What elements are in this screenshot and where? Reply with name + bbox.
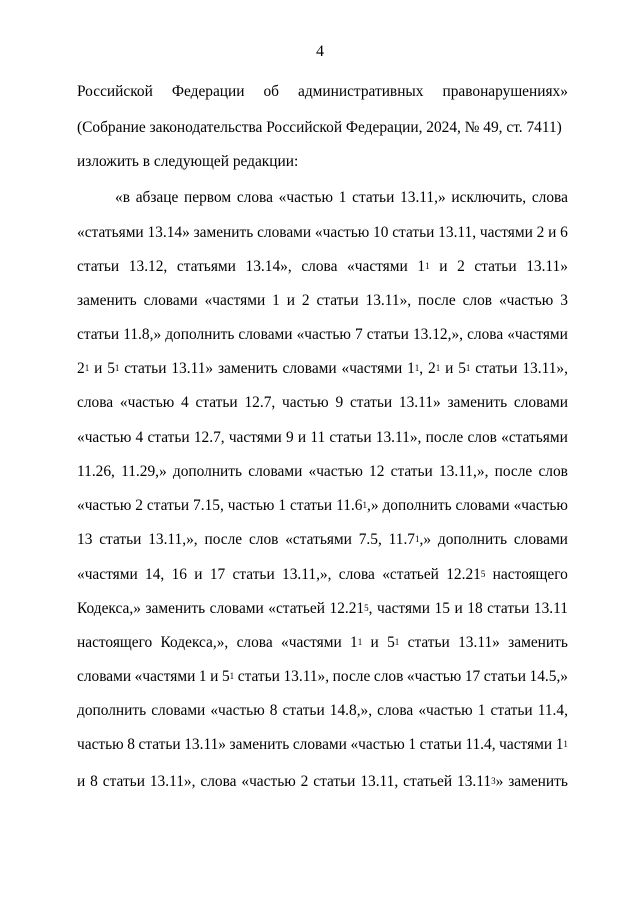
word: статьи <box>195 394 238 411</box>
text-line <box>77 325 568 345</box>
word: 13.11, <box>360 773 399 790</box>
text-line <box>115 188 568 208</box>
word: и <box>94 360 103 377</box>
word: 13.11» <box>184 736 226 753</box>
word: $1^1$ <box>555 736 568 753</box>
word: Кодекса,», <box>160 634 229 651</box>
word: «статьями <box>285 531 352 548</box>
word: словами <box>513 531 568 548</box>
word: статьи <box>77 326 120 343</box>
word: $2^1$ <box>428 360 441 377</box>
word: дополнить <box>172 463 243 480</box>
word: слова <box>377 702 414 719</box>
word: статьи <box>316 292 359 309</box>
word: и <box>286 292 295 309</box>
text-line <box>77 393 568 413</box>
word: статьи <box>474 258 517 275</box>
word: статьи <box>487 600 530 617</box>
word: административных <box>297 83 424 100</box>
word: 17 <box>464 668 481 685</box>
word: «частью <box>498 292 554 309</box>
word: словами <box>292 736 347 753</box>
word: статьи <box>146 497 190 514</box>
word: статьи <box>77 258 120 275</box>
word: «частью <box>406 668 462 685</box>
word: 13.12, <box>128 258 168 275</box>
word: словами <box>143 292 198 309</box>
word: «частями <box>134 668 196 685</box>
word: 11.29,» <box>121 463 167 480</box>
word: $5^1$ <box>221 668 235 685</box>
word: и <box>548 224 557 241</box>
word: дополнить <box>437 531 508 548</box>
word: 10 <box>373 224 389 241</box>
word: 13.12,», <box>412 326 463 343</box>
word: слов <box>373 668 404 685</box>
word: статьи <box>237 668 280 685</box>
word: 13.14», <box>245 258 292 275</box>
word: 11.4, <box>465 736 496 753</box>
word: исключить, <box>451 189 527 206</box>
word: 1 <box>278 497 287 514</box>
word: 2 <box>301 292 310 309</box>
word: 12 <box>369 463 385 480</box>
word: статьи <box>366 326 409 343</box>
word: «статьями <box>501 429 568 446</box>
word: заменить <box>217 360 278 377</box>
word: статьи <box>102 773 145 790</box>
word: слова <box>200 773 237 790</box>
word: и <box>297 429 307 446</box>
word: и <box>77 773 86 790</box>
word: заменить <box>508 773 568 790</box>
word: $2^1$ <box>77 360 90 377</box>
line-text: (Собрание законодательства Российской Федерации, 2024, № 49, ст. 7411) <box>77 119 562 136</box>
word: слова <box>531 189 568 206</box>
word: 13.11» <box>458 634 500 651</box>
word: Российской <box>77 83 153 100</box>
word: 18 <box>467 600 483 617</box>
word: 11 <box>310 429 326 446</box>
word: слов <box>248 531 279 548</box>
word: 13.11» <box>171 360 214 377</box>
word: статьи <box>490 702 533 719</box>
word: 13 <box>77 531 93 548</box>
word: 14.8,», <box>329 702 373 719</box>
text-line <box>77 359 568 379</box>
word: 11.4, <box>537 702 568 719</box>
word: словами <box>282 360 337 377</box>
word: «статьей <box>382 566 439 583</box>
word: частями <box>499 736 553 753</box>
word: 13.11, <box>438 224 477 241</box>
word: статьи <box>349 394 393 411</box>
word: словами <box>513 394 568 411</box>
word: и <box>210 668 219 685</box>
word: «частью <box>278 189 334 206</box>
text-line <box>77 565 568 585</box>
word: 6 <box>560 224 568 241</box>
word: статьи <box>138 736 181 753</box>
word: словами <box>151 702 206 719</box>
word: 7 <box>354 326 363 343</box>
word: статьи <box>147 429 190 446</box>
word: 7.5, <box>358 531 382 548</box>
word: 12.21$^5$, <box>329 600 373 617</box>
word: 11.26, <box>77 463 115 480</box>
word: 13.11», <box>522 360 568 377</box>
word: 2 <box>457 258 465 275</box>
word: статьи <box>475 360 518 377</box>
word: «частью <box>77 429 132 446</box>
word: 16 <box>171 566 187 583</box>
word: «частями <box>77 566 138 583</box>
word: $1^1$ <box>417 258 430 275</box>
word: 13.11,», <box>438 463 489 480</box>
word: заменить <box>77 292 137 309</box>
text-line <box>77 462 568 482</box>
text-line <box>77 223 568 243</box>
word: «статьей <box>268 600 325 617</box>
text-line <box>77 118 568 138</box>
word: Кодекса,» <box>77 600 141 617</box>
word: «частью <box>513 497 568 514</box>
text-line <box>77 530 568 550</box>
word: 17 <box>209 566 226 583</box>
word: статьи <box>483 668 526 685</box>
word: «частью <box>210 702 265 719</box>
word: заменить <box>447 394 508 411</box>
word: 2 <box>135 497 143 514</box>
word: 4 <box>135 429 144 446</box>
word: $5^1$ <box>458 360 471 377</box>
word: 8 <box>127 736 135 753</box>
word: Федерации <box>171 83 245 100</box>
word: «частью <box>241 773 296 790</box>
word: слова <box>77 394 114 411</box>
word: 2 <box>536 224 545 241</box>
text-line <box>77 291 568 311</box>
word: «частями <box>347 258 408 275</box>
word: $5^1$ <box>107 360 120 377</box>
word: об <box>263 83 280 100</box>
word: и <box>194 566 203 583</box>
word: слова <box>236 189 273 206</box>
text-line <box>77 667 568 687</box>
word: слов <box>462 292 493 309</box>
word: после <box>494 463 533 480</box>
word: частью <box>77 736 124 753</box>
word: статьями <box>176 258 236 275</box>
word: статьи <box>289 497 333 514</box>
word: 14, <box>145 566 165 583</box>
word: «частью <box>77 497 132 514</box>
word: статьи <box>352 189 395 206</box>
text-line <box>77 496 568 516</box>
word: статьи <box>282 702 325 719</box>
text-line <box>77 257 568 277</box>
word: «частью <box>119 394 175 411</box>
word: 13.11,», <box>148 531 198 548</box>
word: 13.11» <box>398 394 441 411</box>
word: словами <box>238 326 293 343</box>
word: 9 <box>286 429 294 446</box>
word: «частью <box>314 224 370 241</box>
word: 4 <box>181 394 189 411</box>
word: $1^1$ <box>350 634 363 651</box>
word: 2 <box>300 773 309 790</box>
word: «частями <box>341 360 403 377</box>
word: после <box>332 668 371 685</box>
word: дополнить <box>382 497 452 514</box>
word: частями <box>479 224 533 241</box>
word: дополнить <box>165 326 235 343</box>
word: 1 <box>198 668 207 685</box>
word: «частью <box>296 326 351 343</box>
word: заменить <box>145 600 206 617</box>
word: 8 <box>90 773 98 790</box>
word: частью <box>282 394 329 411</box>
word: 1 <box>477 702 486 719</box>
word: 13.14» <box>147 224 190 241</box>
word: 1 <box>272 292 280 309</box>
word: 13.11», <box>283 668 330 685</box>
word: слов <box>467 429 497 446</box>
word: 1 <box>338 189 347 206</box>
word: после <box>418 292 456 309</box>
word: 9 <box>335 394 344 411</box>
page-number: 4 <box>316 43 324 60</box>
word: «частями <box>507 326 568 343</box>
word: 14.5,» <box>529 668 568 685</box>
word: статьей <box>403 773 453 790</box>
word: настоящего <box>492 566 568 583</box>
word: 12.7, <box>193 429 225 446</box>
word: слова <box>338 566 375 583</box>
text-line <box>77 633 568 653</box>
word: частями <box>228 429 282 446</box>
word: слов <box>538 463 568 480</box>
text-line <box>77 735 568 755</box>
word: 13.11», <box>365 292 412 309</box>
word: 13.11», <box>375 429 422 446</box>
word: «в <box>115 189 130 206</box>
word: «частью <box>308 463 363 480</box>
word: 13.11 <box>533 600 568 617</box>
word: 3 <box>560 292 568 309</box>
word: 13.11» <box>526 258 568 275</box>
word: статьи <box>124 360 167 377</box>
text-line <box>77 82 568 102</box>
word: и <box>454 600 463 617</box>
word: дополнить <box>77 702 147 719</box>
word: $1^1$, <box>407 360 424 377</box>
word: «частью <box>418 702 473 719</box>
word: 1 <box>408 736 417 753</box>
word: абзаце <box>135 189 179 206</box>
word: 11.8,» <box>123 326 162 343</box>
word: слова <box>467 326 504 343</box>
text-line <box>77 772 568 792</box>
word: статьи <box>329 429 372 446</box>
text-line <box>77 428 568 448</box>
word: слова <box>301 258 338 275</box>
word: «частью <box>350 736 405 753</box>
word: 13.11,», <box>282 566 332 583</box>
word: 11.6$^1$,» <box>336 497 379 514</box>
word: статьи <box>392 224 435 241</box>
word: статьи <box>232 566 275 583</box>
text-line <box>77 701 568 721</box>
word: 12.21$^5$ <box>446 566 486 583</box>
word: 7.15, <box>193 497 224 514</box>
word: настоящего <box>77 634 153 651</box>
word: «частями <box>204 292 266 309</box>
word: заменить <box>508 634 568 651</box>
word: и <box>439 258 448 275</box>
word: 11.7$^1$,» <box>388 531 432 548</box>
word: статьи <box>390 463 433 480</box>
word: слова <box>236 634 273 651</box>
word: заменить <box>193 224 254 241</box>
word: статьи <box>419 736 462 753</box>
word: и <box>370 634 379 651</box>
word: статьи <box>407 634 450 651</box>
word: $5^1$ <box>387 634 400 651</box>
word: первом <box>184 189 232 206</box>
word: частью <box>227 497 275 514</box>
word: правонарушениях» <box>442 83 568 100</box>
text-line <box>77 599 568 619</box>
word: после <box>204 531 243 548</box>
word: 8 <box>269 702 278 719</box>
word: 13.11,» <box>400 189 446 206</box>
word: словами <box>257 224 312 241</box>
word: и <box>445 360 454 377</box>
line-text: изложить в следующей редакции: <box>77 153 299 170</box>
word: 12.7, <box>244 394 276 411</box>
word: «статьями <box>77 224 144 241</box>
word: словами <box>209 600 264 617</box>
word: «частями <box>281 634 342 651</box>
word: частями <box>377 600 431 617</box>
word: словами <box>248 463 303 480</box>
word: словами <box>77 668 132 685</box>
word: статьи <box>313 773 356 790</box>
word: 13.11$^3$» <box>457 773 504 790</box>
word: статьи <box>99 531 142 548</box>
word: словами <box>455 497 510 514</box>
word: 13.11», <box>149 773 196 790</box>
text-line <box>77 152 568 172</box>
word: после <box>425 429 464 446</box>
word: 15 <box>434 600 450 617</box>
word: заменить <box>229 736 290 753</box>
